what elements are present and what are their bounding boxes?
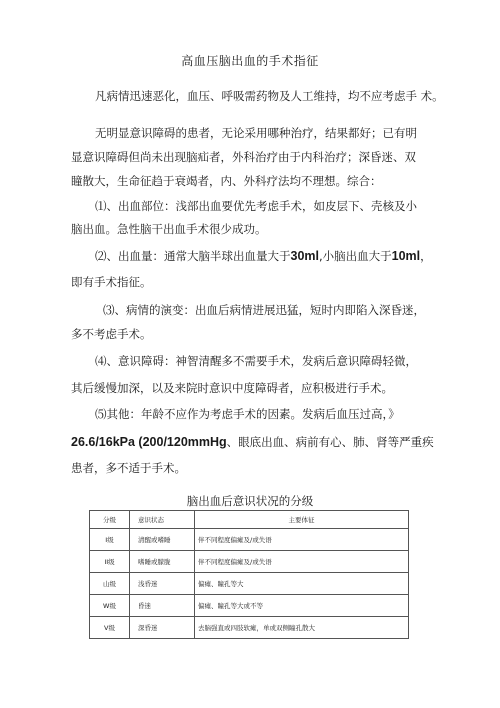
text-run: 、眼底出血、病前有心、肺、肾等严重疾 [226,435,434,449]
table-header-row [90,511,409,529]
paragraph-line: 瞳散大，生命征趋于衰竭者，内、外科疗法均不理想。综合： [71,174,382,188]
sign-cell: 伴不同程度偏瘫及/或失语 [195,529,409,551]
grade-cell: 山级 [90,573,130,595]
grade-cell: II级 [90,551,130,573]
text-run: ,小脑出血大于 [319,249,392,263]
paragraph-line: ⑸其他：年龄不应作为考虑手术的因素。发病后血压过高，》 [95,407,400,421]
consciousness-grade-table [89,510,409,639]
paragraph-line: 凡病情迅速恶化，血压、呼吸需药物及人工维持，均不应考虑手 术。 [95,89,444,103]
table-row [90,595,409,617]
paragraph-line: ⑷、意识障碍：神智清醒多不需要手术，发病后意识障碍轻微， [95,354,417,368]
table-caption: 脑出血后意识状况的分级 [186,494,314,508]
header-cell: 分级 [90,511,130,529]
sign-cell: 伴不同程度偏瘫及/或失语 [195,551,409,573]
table-row [90,573,409,595]
grade-cell: W级 [90,595,130,617]
sign-cell: 偏瘫、瞳孔等大或不等 [195,595,409,617]
paragraph-line [95,248,432,264]
bold-value: 26.6/16kPa (200/120mmHg [71,435,227,449]
state-cell: 清醒或嗜睡 [130,529,195,551]
document-title: 高血压脑出血的手术指征 [181,54,319,68]
header-cell: 意识状态 [130,511,195,529]
state-cell: 昏迷 [130,595,195,617]
paragraph-line: 患者，多不适于手术。 [71,461,186,475]
grade-cell: I级 [90,529,130,551]
paragraph-line: 多不考虑手术。 [71,327,152,341]
bold-value: 10ml [391,249,421,263]
table-row [90,551,409,573]
paragraph-line: 即有手术指征。 [71,275,152,289]
header-cell: 主要体征 [195,511,409,529]
state-cell: 嗜睡或朦胧 [130,551,195,573]
table-row [90,617,409,639]
text-run: ⑵、出血量：通常大脑半球出血量大于 [95,249,291,263]
paragraph-line: 无明显意识障碍的患者，无论采用哪种治疗，结果都好；已有明 [95,126,417,140]
table-row [90,529,409,551]
paragraph-line: 显意识障碍但尚未出现脑疝者，外科治疗由于内科治疗；深昏迷、双 [71,150,416,164]
state-cell: 深昏迷 [130,617,195,639]
paragraph-line: 脑出血。急性脑干出血手术很少成功。 [71,222,267,236]
paragraph-line [71,434,434,450]
paragraph-line: 其后缓慢加深，以及来院时意识中度障碍者，应积极进行手术。 [71,381,393,395]
paragraph-line: ⑶、病情的演变：出血后病情进展迅猛，短时内即陷入深昏迷， [103,303,425,317]
bold-value: 30ml [290,249,319,263]
state-cell: 浅昏迷 [130,573,195,595]
grade-cell: V级 [90,617,130,639]
paragraph-line: ⑴、出血部位：浅部出血要优先考虑手术，如皮层下、壳核及小 [95,199,417,213]
sign-cell: 去脑强直或四肢软瘫，单或双侧瞳孔散大 [195,617,409,639]
text-run: ， [420,249,432,263]
sign-cell: 偏瘫、瞳孔等大 [195,573,409,595]
